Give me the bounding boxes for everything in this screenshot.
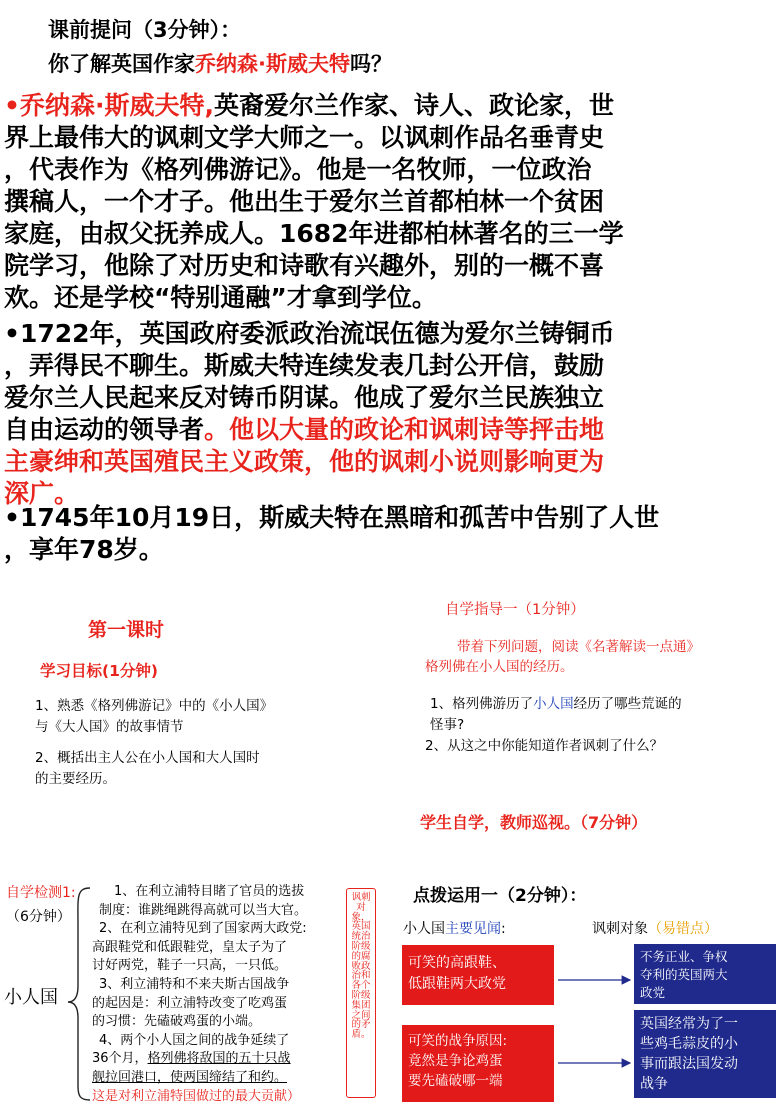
- para2-line4-red: 。他以大量的政论和讽刺诗等抨击地: [204, 415, 605, 444]
- check-item-2-line-2: 高跟鞋党和低跟鞋党，皇太子为了: [92, 939, 288, 955]
- question-line: [48, 50, 392, 78]
- vertical-note-text: 讽刺对象，英国统治阶级的腐败政治和各个阶级集团之间的矛盾。: [351, 892, 371, 1041]
- check-item-3-line-3: 的习惯：先磕破鸡蛋的小端。: [92, 1014, 262, 1030]
- check-item-4-line-2: [92, 1050, 340, 1069]
- goal-2-line-2: 的主要经历。: [35, 771, 116, 787]
- goal-1-line-2: 与《大人国》的故事情节: [35, 719, 184, 735]
- para1-name: 乔纳森·斯威夫特,: [19, 91, 214, 120]
- red-box-2-line-3: 要先磕破哪一端: [408, 1073, 503, 1089]
- para3-line-1: [4, 502, 780, 534]
- para2-text: 1722年，英国政府委派政治流氓伍德为爱尔兰铸铜币: [19, 319, 615, 348]
- check-item-4-line-3: 舰拉回港口，使两国缔结了和约。: [92, 1069, 288, 1085]
- col1-prefix: 小人国: [403, 921, 445, 937]
- para1-line-6: 院学习，他除了对历史和诗歌有兴趣外，别的一概不喜: [4, 251, 605, 280]
- check-item-4: [92, 1032, 340, 1106]
- check-item-3: [92, 976, 340, 1032]
- question-2: 2、从这之中你能知道作者讽刺了什么？: [425, 738, 664, 754]
- para2-line-2: ，弄得民不聊生。斯威夫特连续发表几封公开信，鼓励: [4, 351, 605, 380]
- paragraph-1745: [4, 502, 780, 566]
- goal-1-line-1: 1、熟悉《格列佛游记》中的《小人国》: [35, 698, 274, 714]
- check-items: [92, 883, 340, 1106]
- para3-line-2: ，享年78岁。: [4, 535, 164, 564]
- question-suffix: 吗？: [349, 52, 392, 76]
- blue-box-2-line-4: 战争: [640, 1076, 668, 1092]
- para2-line-4: [4, 414, 780, 446]
- guide-text-line-1: 带着下列问题，阅读《名著解读一点通》: [457, 639, 700, 655]
- para1-line-2: 界上最伟大的讽刺文学大师之一。以讽刺作品名垂青史: [4, 123, 605, 152]
- bullet: •: [4, 319, 20, 348]
- check-item-4-line-1: 4、两个小人国之间的战争延续了: [99, 1032, 290, 1048]
- para1-line-4: 撰稿人，一个才子。他出生于爱尔兰首都柏林一个贫困: [4, 187, 605, 216]
- red-box-2-line-1: 可笑的战争原因:: [408, 1033, 508, 1049]
- apply-title: 点拨运用一（2分钟）：: [413, 886, 587, 906]
- para3-text: 1745年10月19日，斯威夫特在黑暗和孤苦中告别了人世: [19, 503, 660, 532]
- check-item-4-underlined: 格列佛将敌国的五十只战: [147, 1051, 291, 1067]
- check-title: 自学检测1:: [6, 885, 76, 901]
- check-item-4-red: 这是对利立浦特国做过的最大贡献）: [92, 1088, 301, 1104]
- bullet: •: [4, 91, 20, 120]
- lesson-title: 第一课时: [88, 619, 165, 641]
- left-brace: [64, 886, 92, 1102]
- check-item-2-line-3: 讨好两党，鞋子一只高，一只低。: [92, 958, 288, 974]
- para2-line-6: 深广。: [4, 479, 80, 508]
- check-time: （6分钟）: [6, 909, 71, 925]
- red-box-2-line-2: 竟然是争论鸡蛋: [408, 1053, 503, 1069]
- question-prefix: 你了解英国作家: [48, 52, 195, 76]
- slide-2: [0, 590, 780, 850]
- blue-box-2-line-1: 英国经常为了一: [640, 1016, 738, 1032]
- blue-box-1-line-3: 政党: [640, 985, 666, 1000]
- guide-text-line-2: 格列佛在小人国的经历。: [425, 659, 574, 675]
- goal-1: [35, 696, 273, 738]
- red-box-1-line-1: 可笑的高跟鞋、: [408, 955, 506, 971]
- paragraph-biography: [4, 90, 780, 314]
- para2-line-3: 爱尔兰人民起来反对铸币阴谋。他成了爱尔兰民族独立: [4, 383, 605, 412]
- blue-box-2: [634, 1010, 776, 1098]
- goal-2: [35, 748, 260, 790]
- check-item-2-line-1: 2、在利立浦特见到了国家两大政党:: [99, 921, 307, 937]
- col2-prefix: 讽刺对象: [592, 921, 648, 937]
- blue-box-2-line-3: 事而跟法国发动: [640, 1056, 738, 1072]
- red-box-1: [402, 945, 554, 1005]
- para1-line-7: 欢。还是学校“特别通融”才拿到学位。: [4, 283, 437, 312]
- check-item-3-line-2: 的起因是：利立浦特改变了吃鸡蛋: [92, 995, 288, 1011]
- col2-header: [592, 919, 718, 939]
- col1-suffix: :: [501, 921, 506, 937]
- col1-highlight: 主要见闻: [445, 921, 501, 937]
- question-1: [430, 694, 682, 736]
- para1-line-3: ，代表作为《格列佛游记》。他是一名牧师，一位政治: [4, 155, 592, 184]
- para2-line-5: 主豪绅和英国殖民主义政策，他的讽刺小说则影响更为: [4, 447, 605, 476]
- question-1-suffix: 经历了哪些荒诞的: [573, 696, 682, 712]
- goal-2-line-1: 2、概括出主人公在小人国和大人国时: [35, 750, 260, 766]
- blue-box-1-line-2: 夺利的英国两大: [640, 967, 728, 982]
- arrows: [556, 950, 634, 1070]
- check-item-1-line-2: 制度：谁跳绳跳得高就可以当大官。: [99, 902, 308, 918]
- question-1-line-1: [430, 694, 682, 715]
- check-item-2: [92, 920, 340, 976]
- red-box-2: [402, 1025, 554, 1102]
- blue-box-2-line-2: 些鸡毛蒜皮的小: [640, 1036, 738, 1052]
- vertical-note-box: [346, 888, 376, 1098]
- para1-line-1: [4, 90, 780, 122]
- col1-header: [403, 919, 506, 939]
- question-title: 课前提问（3分钟）：: [48, 18, 242, 42]
- question-1-prefix: 1、格列佛游历了: [430, 696, 534, 712]
- bullet: •: [4, 503, 20, 532]
- guide-text: [425, 637, 700, 677]
- para2-line-1: [4, 318, 780, 350]
- blue-box-1: [634, 944, 776, 1004]
- para2-line4-black: 自由运动的领导者: [4, 415, 205, 444]
- question-1-line-2: 怪事?: [430, 717, 465, 733]
- author-name: 乔纳森·斯威夫特: [195, 52, 350, 76]
- blue-box-1-line-1: 不务正业、争权: [640, 949, 728, 964]
- para1-text: 英裔爱尔兰作家、诗人、政论家，世: [213, 91, 614, 120]
- paragraph-1722: [4, 318, 780, 510]
- red-box-1-line-2: 低跟鞋两大政党: [408, 976, 506, 992]
- para1-line-5: 家庭，由叔父抚养成人。1682年进都柏林著名的三一学: [4, 219, 624, 248]
- self-study-note: 学生自学，教师巡视。（7分钟）: [420, 813, 648, 832]
- check-item-3-line-1: 3、利立浦特和不来夫斯古国战争: [99, 976, 290, 992]
- check-item-1: [92, 883, 340, 920]
- question-1-highlight: 小人国: [533, 696, 574, 712]
- check-item-1-line-1: 1、在利立浦特目睹了官员的选拔: [114, 884, 305, 899]
- brace-label: 小人国: [4, 987, 58, 1008]
- goals-title: 学习目标(1分钟): [40, 662, 158, 680]
- guide-title: 自学指导一（1分钟）: [445, 602, 585, 618]
- check-item-4-months: 36个月，: [92, 1051, 148, 1067]
- col2-highlight: （易错点）: [648, 921, 718, 937]
- slide-3: [0, 850, 780, 1102]
